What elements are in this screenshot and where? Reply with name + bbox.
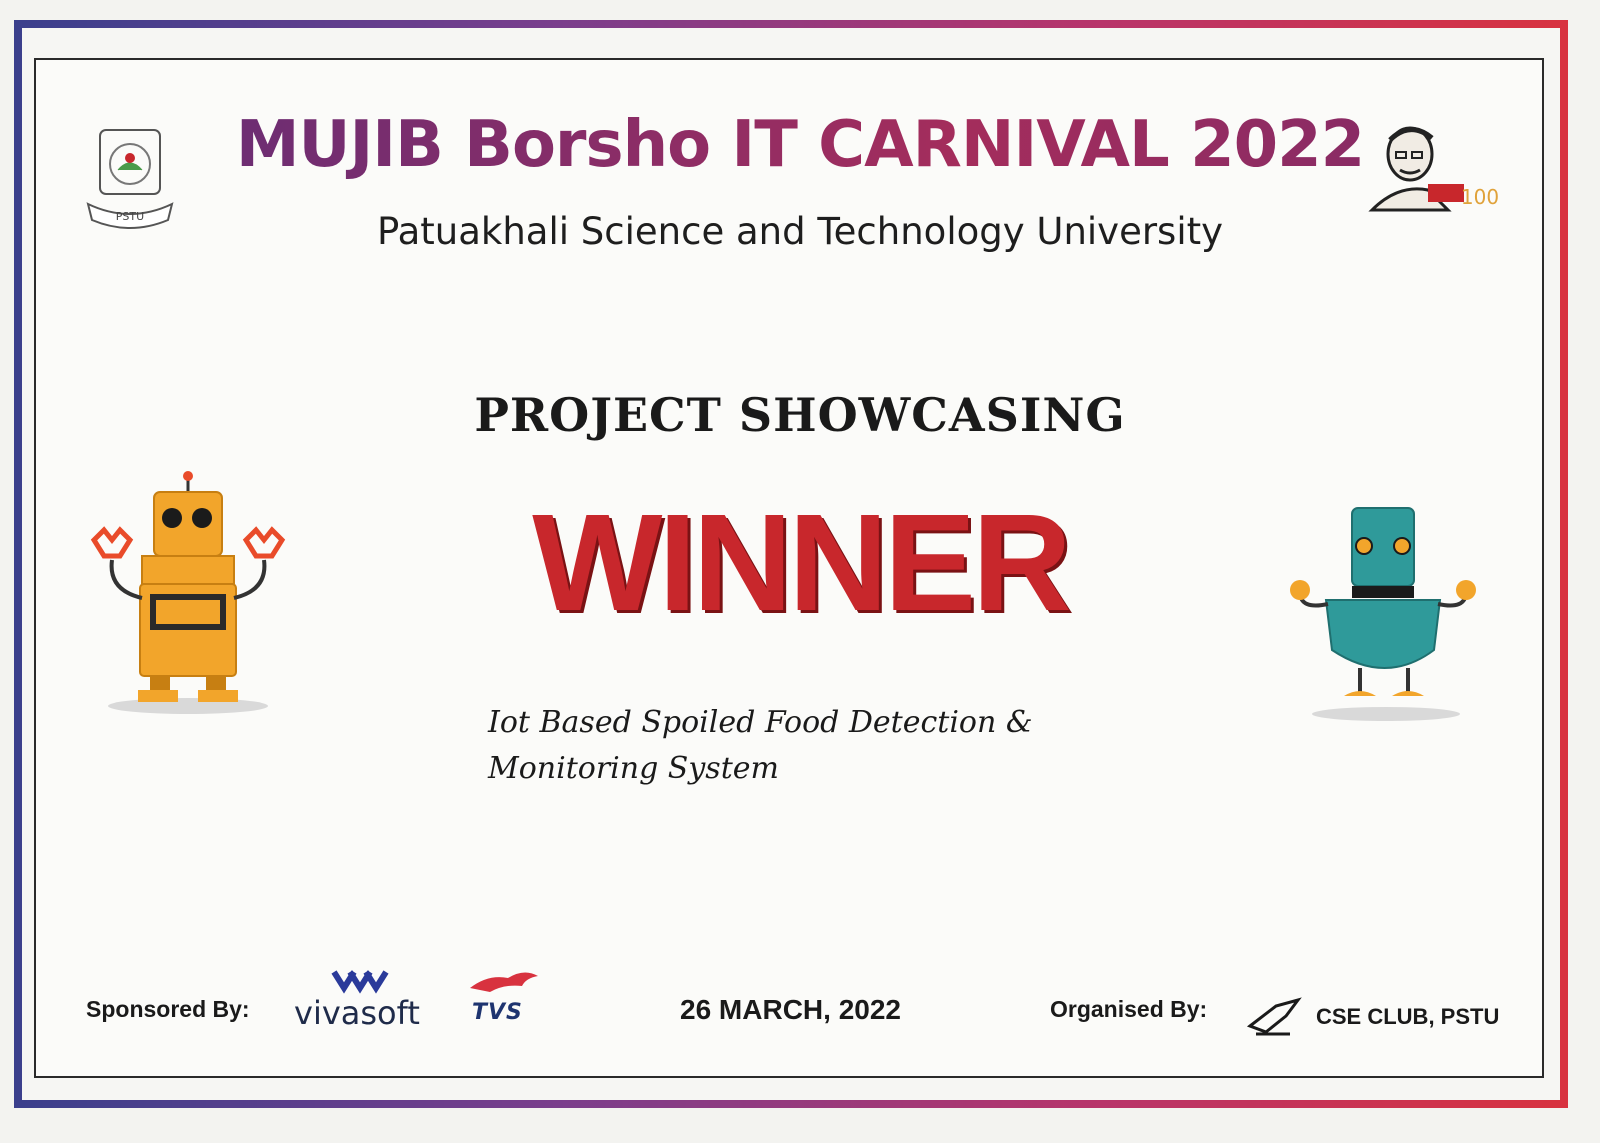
teal-robot-illustration bbox=[1290, 500, 1480, 730]
sponsored-by-label: Sponsored By: bbox=[86, 996, 250, 1022]
sponsor-tvs: TVS bbox=[472, 1000, 523, 1025]
event-title: MUJIB Borsho IT CARNIVAL 2022 bbox=[0, 108, 1600, 182]
organiser-cse-club: CSE CLUB, PSTU bbox=[1316, 1004, 1500, 1029]
svg-text:100: 100 bbox=[1460, 185, 1500, 209]
tvs-horse-logo bbox=[468, 966, 540, 996]
sponsor-vivasoft: vivasoft bbox=[294, 994, 420, 1032]
university-name: Patuakhali Science and Technology University bbox=[376, 210, 1224, 253]
organised-by-label: Organised By: bbox=[1050, 996, 1208, 1022]
winner-heading: WINNER bbox=[532, 486, 1068, 640]
orange-robot-illustration bbox=[88, 470, 288, 720]
cse-club-logo bbox=[1246, 996, 1302, 1038]
vivasoft-logo-mark bbox=[330, 968, 390, 994]
award-category: PROJECT SHOWCASING bbox=[474, 388, 1126, 442]
project-title bbox=[488, 700, 1108, 792]
project-title-line-1: Iot Based Spoiled Food Detection & bbox=[488, 705, 1033, 740]
seal-text: PSTU bbox=[115, 210, 145, 223]
project-title-line-2: Monitoring System bbox=[488, 751, 779, 786]
event-date: 26 MARCH, 2022 bbox=[680, 994, 901, 1025]
